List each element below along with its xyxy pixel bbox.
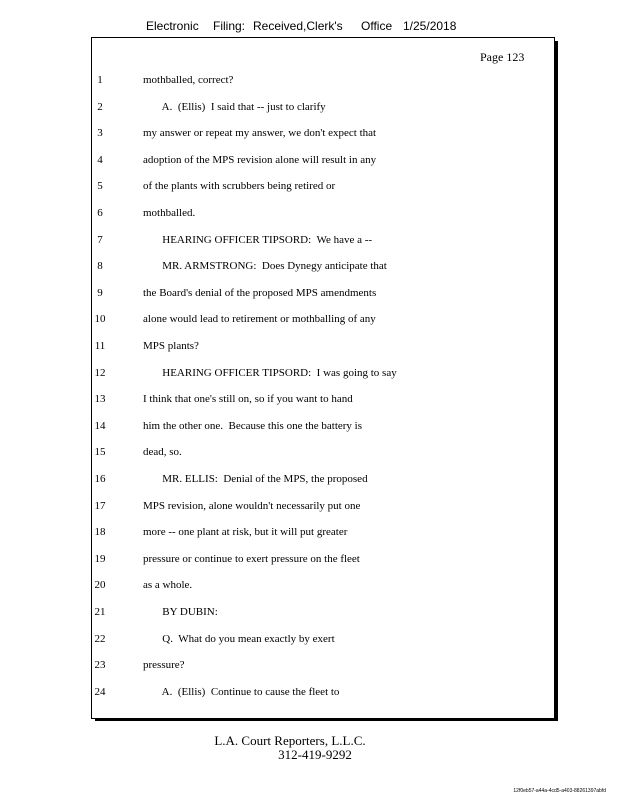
line-text: of the plants with scrubbers being retired or — [143, 180, 336, 192]
line-number: 13 — [94, 393, 106, 405]
filing-header-received: Received,Clerk's — [253, 19, 343, 33]
transcript-line — [0, 286, 618, 300]
transcript-line — [0, 552, 618, 566]
line-text: Q. What do you mean exactly by exert — [143, 633, 335, 645]
line-number: 6 — [97, 207, 103, 219]
line-text: MPS plants? — [143, 340, 199, 352]
line-number: 15 — [94, 446, 106, 458]
line-number: 4 — [97, 154, 103, 166]
transcript-line — [0, 472, 618, 486]
transcript-line — [0, 126, 618, 140]
line-text: HEARING OFFICER TIPSORD: I was going to say — [143, 367, 397, 379]
transcript-line — [0, 73, 618, 87]
line-number: 1 — [97, 74, 103, 86]
transcript-line — [0, 499, 618, 513]
transcript-line — [0, 419, 618, 433]
line-number: 19 — [94, 553, 106, 565]
line-text: mothballed. — [143, 207, 196, 219]
line-number: 23 — [94, 659, 106, 671]
line-text: pressure or continue to exert pressure on the fleet — [143, 553, 360, 565]
transcript-line — [0, 445, 618, 459]
filing-header-filing: Filing: — [213, 19, 246, 33]
line-number: 8 — [97, 260, 103, 272]
transcript-line — [0, 179, 618, 193]
transcript-line — [0, 632, 618, 646]
transcript-line — [0, 366, 618, 380]
line-text: him the other one. Because this one the battery is — [143, 420, 363, 432]
line-number: 5 — [97, 180, 103, 192]
transcript-line — [0, 259, 618, 273]
line-text: as a whole. — [143, 579, 193, 591]
transcript-line — [0, 685, 618, 699]
line-text: MR. ELLIS: Denial of the MPS, the proposed — [143, 473, 368, 485]
line-number: 9 — [97, 287, 103, 299]
line-text: HEARING OFFICER TIPSORD: We have a -- — [143, 234, 373, 246]
line-number: 16 — [94, 473, 106, 485]
line-text: my answer or repeat my answer, we don't expect that — [143, 127, 377, 139]
filing-header — [0, 19, 618, 35]
filing-header-date: 1/25/2018 — [403, 19, 457, 33]
document-hash: 12f0eb57-a44a-4cd5-a403-88261397abfd — [513, 788, 606, 794]
page-number: Page 123 — [480, 50, 525, 64]
line-number: 20 — [94, 579, 106, 591]
transcript-line — [0, 153, 618, 167]
line-number: 2 — [97, 101, 103, 113]
line-text: dead, so. — [143, 446, 182, 458]
line-number: 10 — [94, 313, 106, 325]
line-text: I think that one's still on, so if you want to hand — [143, 393, 353, 405]
line-text: alone would lead to retirement or mothballing of any — [143, 313, 376, 325]
line-number: 22 — [94, 633, 106, 645]
line-text: more -- one plant at risk, but it will put greater — [143, 526, 348, 538]
transcript-line — [0, 658, 618, 672]
transcript-line — [0, 339, 618, 353]
transcript-line — [0, 312, 618, 326]
transcript-line — [0, 578, 618, 592]
line-text: MR. ARMSTRONG: Does Dynegy anticipate that — [143, 260, 387, 272]
line-text: A. (Ellis) I said that -- just to clarify — [143, 101, 326, 113]
line-number: 3 — [97, 127, 103, 139]
line-text: A. (Ellis) Continue to cause the fleet to — [143, 686, 340, 698]
line-text: the Board's denial of the proposed MPS amendments — [143, 287, 377, 299]
line-number: 18 — [94, 526, 106, 538]
filing-header-office: Office — [361, 19, 393, 33]
transcript-line — [0, 392, 618, 406]
line-text: BY DUBIN: — [143, 606, 218, 618]
transcript-line — [0, 206, 618, 220]
transcript-line — [0, 605, 618, 619]
line-number: 11 — [94, 340, 106, 352]
footer-phone: 312-419-9292 — [278, 747, 352, 762]
line-text: pressure? — [143, 659, 185, 671]
line-number: 17 — [94, 500, 106, 512]
line-number: 14 — [94, 420, 106, 432]
line-number: 7 — [97, 234, 103, 246]
line-number: 21 — [94, 606, 106, 618]
footer-company: L.A. Court Reporters, L.L.C. — [214, 733, 366, 748]
line-number: 24 — [94, 686, 106, 698]
page-frame-shadow-bottom — [95, 718, 558, 721]
transcript-line — [0, 100, 618, 114]
line-number: 12 — [94, 367, 106, 379]
transcript-line — [0, 233, 618, 247]
line-text: MPS revision, alone wouldn't necessarily put one — [143, 500, 361, 512]
filing-header-electronic: Electronic — [146, 19, 199, 33]
line-text: mothballed, correct? — [143, 74, 234, 86]
line-text: adoption of the MPS revision alone will result in any — [143, 154, 377, 166]
transcript-line — [0, 525, 618, 539]
